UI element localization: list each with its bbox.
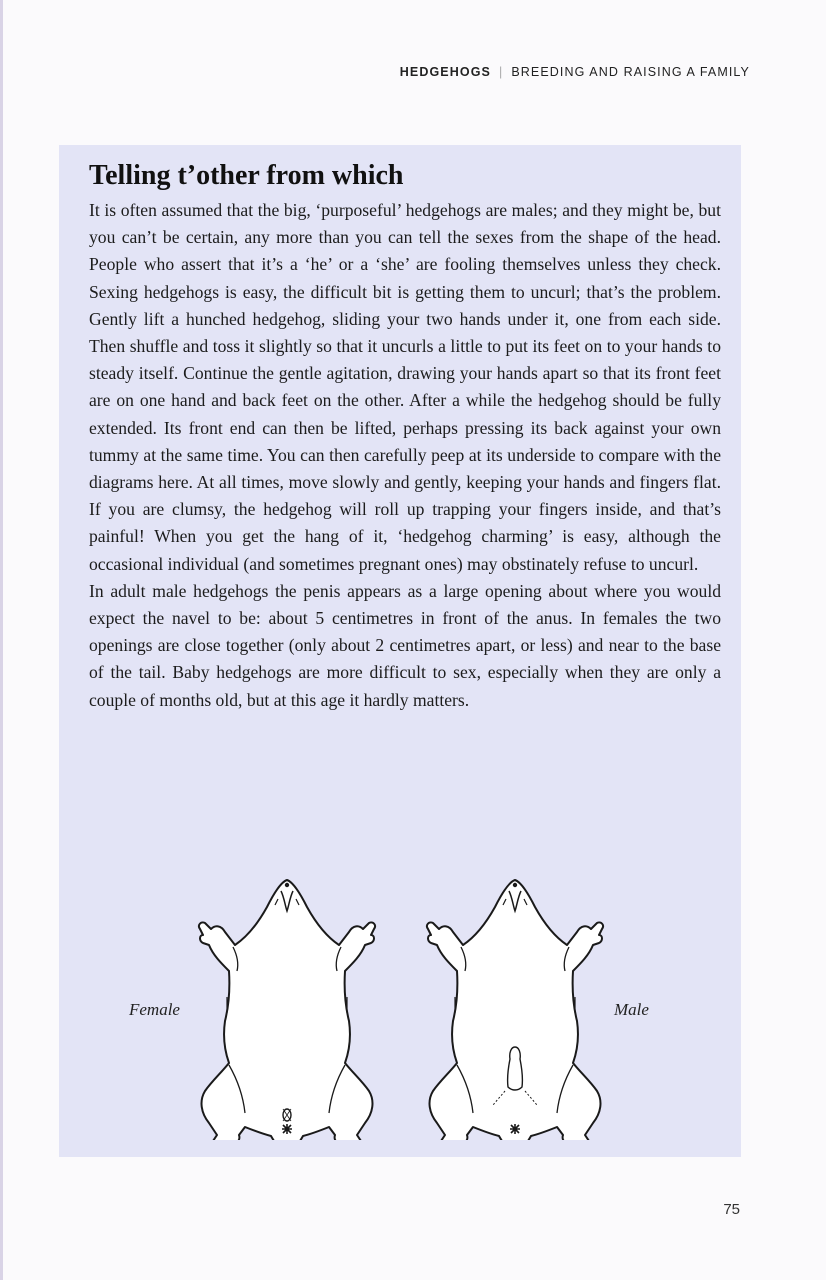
box-body [89,197,721,714]
page-number: 75 [723,1201,740,1218]
page-edge [0,0,3,1280]
box-paragraph-1: It is often assumed that the big, ‘purposeful’ hedgehogs are males; and they might be, but you can’t be certain, any more than you can tell the sexes from the shape of the head. People who assert that it’s a ‘he’ or a ‘she’ are fooling themselves unless they check. Sexing hedgehogs is easy, the difficult bit is getting them to uncurl; that’s the problem. Gently lift a hunched hedgehog, sliding your two hands under it, one from each side. Then shuffle and toss it slightly so that it uncurls a little to put its feet on to your hands to steady itself. Continue the gentle agitation, drawing your hands apart so that its front feet are on one hand and back feet on the other. After a while the hedgehog should be fully extended. Its front end can then be lifted, perhaps pressing its back against your own tummy at the same time. You can then carefully peep at its underside to compare with the diagrams here. At all times, move slowly and gently, keeping your hands and fingers flat. If you are clumsy, the hedgehog will roll up trapping your fingers inside, and that’s painful! When you get the hang of it, ‘hedgehog charming’ is easy, although the occasional individual (and sometimes pregnant ones) may obstinately refuse to uncurl. [89,200,721,574]
running-head-chapter: BREEDING AND RAISING A FAMILY [511,65,750,79]
sidebar-box [59,145,741,1157]
female-anus-mark [282,1124,292,1134]
box-title: Telling t’other from which [89,160,404,191]
male-caption: Male [614,1000,649,1019]
running-head [400,65,750,79]
female-caption: Female [129,1000,180,1019]
female-hedgehog-drawing [199,880,375,1140]
running-head-section: HEDGEHOGS [399,65,491,79]
box-paragraph-2: In adult male hedgehogs the penis appears as a large opening about where you would expect the navel to be: about 5 centimetres in front of the anus. In females the two openings are close together (only about 2 centimetres apart, or less) and near to the base of the tail. Baby hedgehogs are more difficult to sex, especially when they are only a couple of months old, but at this age it hardly matters. [89,580,721,710]
male-hedgehog-drawing [427,880,603,1140]
male-anus-mark [510,1124,520,1134]
male-penis-opening-mark [508,1047,523,1090]
running-head-separator: | [498,65,504,79]
